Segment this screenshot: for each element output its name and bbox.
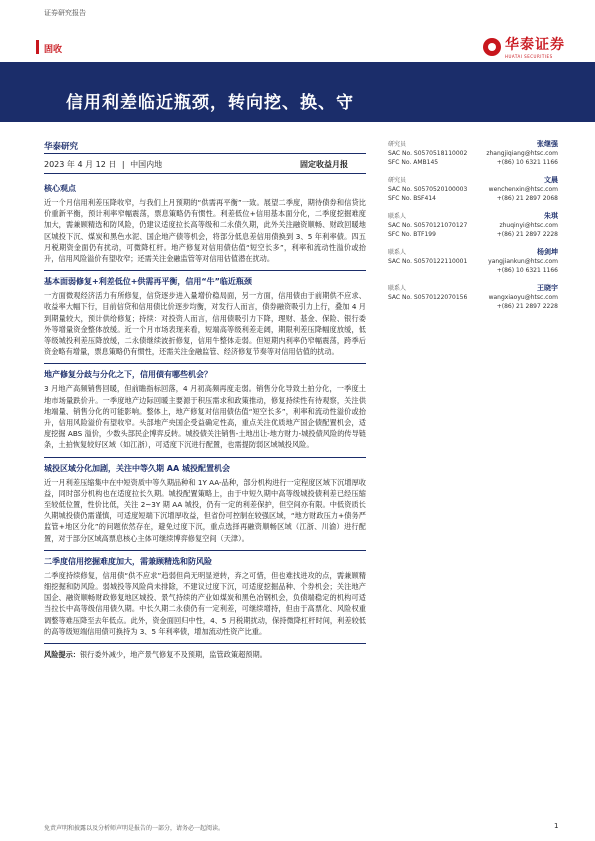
analyst-email[interactable]: zhuqinyi@htsc.com	[499, 222, 558, 229]
section-body: 3 月地产高频销售回暖，但前瞻指标回落，4 月初高频再度走弱。销售分化导致土拍分化，一季度土地市场量跌价升。一季度地产边际回暖主要源于积压需求和政策推动，修复持续性有待观察，关注供地端量、销售分化的可能影响。整体上，地产修复对信用债估值“短空长多”，利率和流动性溢价或抬升，信用风险溢价有望收窄。头部地产央国企受益确定性高，重点关注优质地产国企债配置机会，适度挖掘 ABS 溢价，少数头部民企博弈反转。城投债关注销售-土地出让-地方财力-城投债风险的传导链条，土拍恢复较好区域（如江浙），可适度下沉进行配置，也需提防弱区域城投风险。	[44, 384, 366, 450]
report-title: 信用利差临近瓶颈，转向挖、换、守	[66, 93, 354, 113]
analyst-card: 联系人 杨剑坤 SAC No. S0570122110001 yangjiankun@htsc.com +(86) 10 6321 1166	[388, 248, 558, 274]
section-body: 近一月利差压缩集中在中短资质中等久期品种和 1Y AA-品种，部分机构进行一定程度区域下沉增厚收益，同时部分机构也在适度拉长久期。城投配置策略上，由于中短久期中高等级城投债利差已经压缩至较低位置，性价比低，关注 2~3Y 期 AA 城投，仍有一定的利差保护，但空间亦有限。中低资质长久期城投债仍需谨慎，可适度短端下沉增厚收益，但省份可控制在较强区域，“地方财政压力+债务严监管+地区分化”的问题依然存在，避免过度下沉，重点选择再融资顺畅区域（江浙、川渝）进行配置，对于部分区域高票息核心主体可继续博弈修复空间（天津）。	[44, 477, 366, 543]
section-title: 核心观点	[44, 184, 76, 193]
logo-text-en: HUATAI SECURITIES	[505, 54, 553, 59]
section-core-views	[44, 183, 366, 264]
logo-mark-icon	[483, 38, 501, 56]
section-body: 二季度持续修复，信用债“供不应求”趋弱但尚无明显逆转，弃之可惜，但也难找进攻的点，需兼顾精细挖掘和防风险。弱城投等风险尚未排除，不建议过度下沉，可适度挖掘品种、个券机会；关注地产国企、融资顺畅财政修复地区城投、景气持续的产业如煤炭和黑色冶钢机会，负债端稳定的机构可适当拉长中高等级信用债久期。中长久期二永债仍有一定利差，可继续增持，但由于高票化、风险权重调整等难压降至去年低点。此外，资金面回归中性，4、5 月税期扰动，保持微降杠杆时间，利差较低的高等级短端信用债可换持为 3、5 年利率债，增加流动性资产比重。	[44, 570, 366, 636]
research-org: 华泰研究	[44, 142, 79, 152]
section-title: 基本面弱修复+利差低位+供需再平衡，信用“牛”临近瓶颈	[44, 277, 252, 287]
section-chengtou	[44, 463, 366, 544]
report-date-line: 2023 年 4 月 12 日 | 中国内地	[44, 160, 163, 169]
analyst-name: 王晓宇	[537, 284, 558, 292]
doc-type-label: 证券研究报告	[44, 9, 86, 17]
analyst-email[interactable]: wangxiaoyu@htsc.com	[488, 294, 558, 301]
section-title: 二季度信用挖掘难度加大，需兼顾精选和防风险	[44, 556, 212, 566]
section-body: 近一个月信用利差压降收窄，与我们上月预期的“供需再平衡”一致。展望二季度，期待债券和信贷比价重新平衡，预计利率窄幅震荡，票息策略仍有惯性。利差低位+信用基本面分化，二季度挖掘难度加大，需兼顾精选和防风险，仍建议适度拉长高等级和二永债久期，此外关注融资顺畅、财政回暖地区城投下沉、煤炭和黑色水泥、国企地产债等机会，将部分低息差信用债换到 3、5 年利率债。四五月税期资金面仍有扰动，可微降杠杆。地产修复对信用债估值“短空长多”，利率和流动性溢价或抬升，信用风险溢价有望收窄；还需关注金融监管等对信用估值潜在扰动。	[44, 198, 366, 264]
analyst-sidebar	[388, 140, 558, 320]
analyst-name: 杨剑坤	[537, 248, 558, 256]
divider	[44, 643, 366, 644]
report-region: 中国内地	[130, 160, 163, 169]
section-tab-label: 固收	[44, 45, 63, 55]
company-logo	[483, 34, 565, 59]
section-body: 一方面微观经济活力有所修复，信贷逐步进入量增价稳局面，另一方面，信用债由于前期供不应求、收益率大幅下行，目前信贷和信用债比价逐步均衡，对发行人而言，债券融资吸引力上行，叠加 4 月到期量较大，预计供给修复；持续：对投资人而言，信用债吸引力下降，理财、基金、保险、银行委外等增量资金整体放缓。近一个月市场表现来看，短端高等级利差走阔，期限利差压降幅度放缓，低等级城投利差压降放缓，二永债继续波折修复，信用牛整体走弱。但短期内利率仍窄幅震荡，跨季后资金略有增量，票息策略仍有惯性，还需关注金融监管、经济修复节奏等对信用估值的扰动。	[44, 291, 366, 357]
analyst-name: 文晨	[544, 176, 558, 184]
main-content	[44, 183, 366, 660]
section-fundamentals	[44, 276, 366, 357]
footer-disclaimer: 免责声明和披露以及分析师声明是报告的一部分，请务必一起阅读。	[44, 825, 225, 832]
analyst-email[interactable]: yangjiankun@htsc.com	[488, 258, 558, 265]
report-type: 固定收益月报	[300, 160, 348, 169]
risk-text: 银行委外减少，地产景气修复不及预期，监管政策超预期。	[79, 650, 267, 660]
divider	[44, 173, 366, 174]
section-tab-bar	[36, 40, 39, 54]
analyst-email[interactable]: zhangjiqiang@htsc.com	[486, 150, 558, 157]
analyst-name: 朱琪	[544, 212, 558, 220]
section-title: 城投区域分化加剧，关注中等久期 AA 城投配置机会	[44, 463, 230, 473]
divider	[44, 153, 366, 154]
logo-text-cn: 华泰证券	[505, 37, 565, 53]
section-q2-strategy	[44, 556, 366, 637]
report-date: 2023 年 4 月 12 日	[44, 160, 117, 169]
divider	[44, 550, 366, 551]
risk-warning	[44, 649, 366, 660]
divider	[44, 457, 366, 458]
analyst-card: 研究员 张继强 SAC No. S0570518110002 zhangjiqiang@htsc.com SFC No. AMB145 +(86) 10 6321 1166	[388, 140, 558, 166]
section-title: 地产修复分歧与分化之下，信用债有哪些机会？	[44, 370, 212, 380]
divider	[44, 270, 366, 271]
analyst-card: 联系人 朱琪 SAC No. S0570121070127 zhuqinyi@htsc.com SFC No. BTF199 +(86) 21 2897 2228	[388, 212, 558, 238]
section-real-estate	[44, 369, 366, 450]
analyst-email[interactable]: wenchenxin@htsc.com	[488, 186, 558, 193]
risk-label: 风险提示：	[44, 650, 80, 660]
analyst-card: 研究员 文晨 SAC No. S0570520100003 wenchenxin@htsc.com SFC No. BSF414 +(86) 21 2897 2068	[388, 176, 558, 202]
analyst-name: 张继强	[537, 140, 558, 148]
analyst-card: 联系人 王晓宇 SAC No. S0570122070156 wangxiaoyu@htsc.com +(86) 21 2897 2228	[388, 284, 558, 310]
divider	[44, 363, 366, 364]
page-number: 1	[554, 822, 559, 830]
